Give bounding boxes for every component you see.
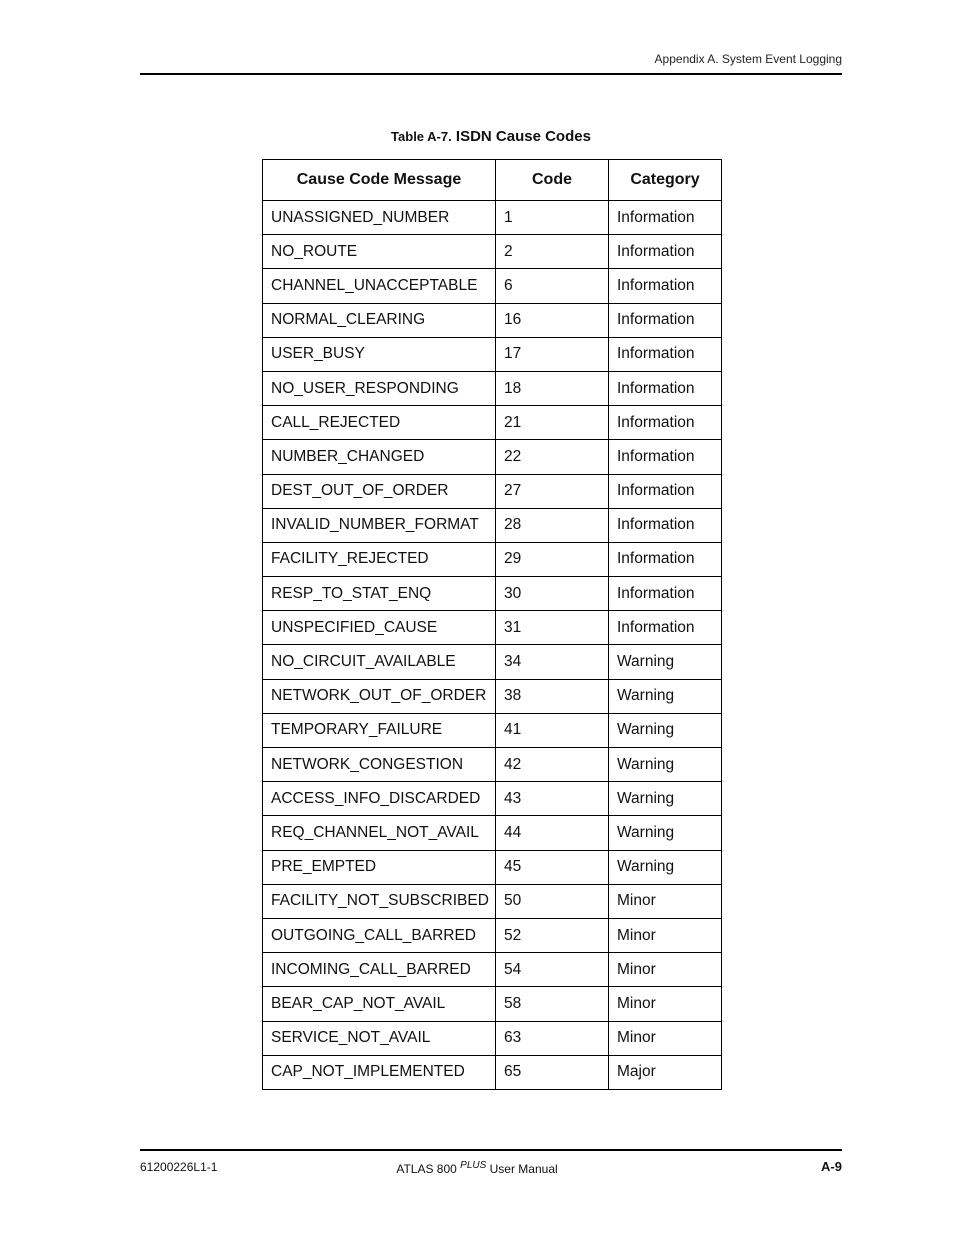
cell-code: 44 [496,816,609,850]
cell-code: 34 [496,645,609,679]
table-title: ISDN Cause Codes [455,128,591,145]
cell-code: 38 [496,679,609,713]
table-row [263,1055,722,1089]
cell-code: 1 [496,201,609,235]
table-row [263,679,722,713]
cell-code: 65 [496,1055,609,1089]
cell-code: 41 [496,713,609,747]
table-row [263,406,722,440]
cell-category: Warning [609,748,722,782]
cell-category: Information [609,303,722,337]
cell-code: 27 [496,474,609,508]
table-row [263,713,722,747]
cell-code: 52 [496,918,609,952]
cell-code: 63 [496,1021,609,1055]
column-header-category: Category [609,160,722,201]
table-row [263,440,722,474]
cell-category: Information [609,577,722,611]
cell-message: USER_BUSY [263,337,496,371]
cell-category: Warning [609,850,722,884]
manual-title [0,1160,954,1176]
cell-category: Information [609,508,722,542]
cell-category: Warning [609,713,722,747]
cell-category: Information [609,542,722,576]
cell-message: BEAR_CAP_NOT_AVAIL [263,987,496,1021]
table-row [263,201,722,235]
cell-message: NUMBER_CHANGED [263,440,496,474]
table-number: Table A-7. [391,129,452,144]
cell-category: Information [609,269,722,303]
cell-message: UNSPECIFIED_CAUSE [263,611,496,645]
table-row [263,474,722,508]
cell-code: 6 [496,269,609,303]
product-superscript: PLUS [460,1160,487,1171]
cell-message: CAP_NOT_IMPLEMENTED [263,1055,496,1089]
cell-category: Information [609,474,722,508]
table-row [263,611,722,645]
table-row [263,337,722,371]
cell-category: Information [609,371,722,405]
manual-suffix: User Manual [489,1162,558,1176]
cell-category: Information [609,235,722,269]
cell-code: 30 [496,577,609,611]
cell-code: 42 [496,748,609,782]
cell-message: INCOMING_CALL_BARRED [263,953,496,987]
cell-code: 58 [496,987,609,1021]
cell-message: NETWORK_OUT_OF_ORDER [263,679,496,713]
table-row [263,850,722,884]
cell-code: 21 [496,406,609,440]
cell-message: OUTGOING_CALL_BARRED [263,918,496,952]
cell-category: Warning [609,782,722,816]
cell-message: PRE_EMPTED [263,850,496,884]
table-row [263,577,722,611]
cell-message: CHANNEL_UNACCEPTABLE [263,269,496,303]
cell-message: NO_USER_RESPONDING [263,371,496,405]
table-row [263,645,722,679]
table-row [263,987,722,1021]
cell-code: 22 [496,440,609,474]
cell-message: ACCESS_INFO_DISCARDED [263,782,496,816]
cell-message: SERVICE_NOT_AVAIL [263,1021,496,1055]
cell-category: Information [609,440,722,474]
cell-category: Warning [609,816,722,850]
page-number: A-9 [821,1159,842,1174]
cell-category: Minor [609,953,722,987]
cell-category: Minor [609,1021,722,1055]
cell-category: Minor [609,987,722,1021]
cell-code: 31 [496,611,609,645]
table-row [263,371,722,405]
cell-message: NETWORK_CONGESTION [263,748,496,782]
table-header-row [263,160,722,201]
cell-message: NO_ROUTE [263,235,496,269]
cell-category: Information [609,201,722,235]
cell-category: Information [609,611,722,645]
cell-code: 45 [496,850,609,884]
table-row [263,953,722,987]
cell-code: 18 [496,371,609,405]
cell-code: 29 [496,542,609,576]
table-row [263,508,722,542]
footer-rule [140,1149,842,1151]
table-row [263,1021,722,1055]
table-row [263,269,722,303]
cell-message: NO_CIRCUIT_AVAILABLE [263,645,496,679]
running-header: Appendix A. System Event Logging [654,52,842,66]
cell-message: RESP_TO_STAT_ENQ [263,577,496,611]
cell-code: 50 [496,884,609,918]
cell-category: Minor [609,884,722,918]
cause-codes-table [262,159,722,1090]
cell-category: Information [609,406,722,440]
cell-category: Minor [609,918,722,952]
product-name: ATLAS 800 [396,1162,457,1176]
cell-code: 2 [496,235,609,269]
cell-code: 17 [496,337,609,371]
table-row [263,303,722,337]
cell-message: INVALID_NUMBER_FORMAT [263,508,496,542]
cell-message: FACILITY_NOT_SUBSCRIBED [263,884,496,918]
cell-message: UNASSIGNED_NUMBER [263,201,496,235]
cell-category: Warning [609,645,722,679]
column-header-message: Cause Code Message [263,160,496,201]
cell-code: 54 [496,953,609,987]
table-row [263,748,722,782]
cell-code: 43 [496,782,609,816]
table-row [263,884,722,918]
cell-message: TEMPORARY_FAILURE [263,713,496,747]
cell-message: FACILITY_REJECTED [263,542,496,576]
cell-message: CALL_REJECTED [263,406,496,440]
cell-category: Information [609,337,722,371]
table-caption [262,128,720,145]
cell-code: 28 [496,508,609,542]
cell-message: REQ_CHANNEL_NOT_AVAIL [263,816,496,850]
table-row [263,782,722,816]
table-row [263,542,722,576]
table-row [263,816,722,850]
header-rule [140,73,842,75]
column-header-code: Code [496,160,609,201]
cell-message: DEST_OUT_OF_ORDER [263,474,496,508]
document-number: 61200226L1-1 [140,1160,218,1174]
cell-message: NORMAL_CLEARING [263,303,496,337]
cell-category: Warning [609,679,722,713]
cell-category: Major [609,1055,722,1089]
table-row [263,918,722,952]
cell-code: 16 [496,303,609,337]
table-row [263,235,722,269]
